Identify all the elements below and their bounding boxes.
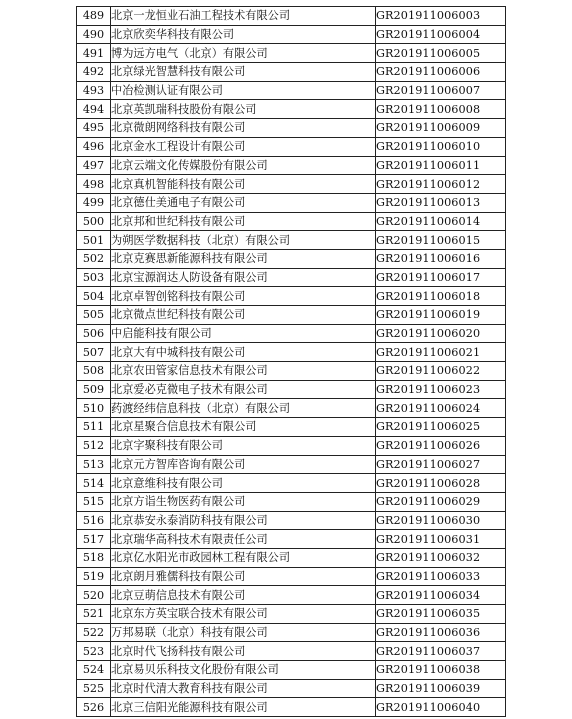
row-number-cell: 516 [77,511,111,530]
row-number-cell: 514 [77,474,111,493]
row-number-cell: 510 [77,399,111,418]
certificate-number-cell: GR201911006003 [376,7,506,26]
certificate-number-cell: GR201911006023 [376,380,506,399]
table-row [77,343,506,362]
company-name-cell: 北京瑞华高科技术有限责任公司 [111,530,376,549]
certificate-number-cell: GR201911006039 [376,679,506,698]
row-number-cell: 504 [77,287,111,306]
company-name-cell: 北京宝源润达人防设备有限公司 [111,268,376,287]
table-row [77,268,506,287]
company-name-cell: 北京德仕美通电子有限公司 [111,193,376,212]
company-name-cell: 北京农田管家信息技术有限公司 [111,362,376,381]
company-name-cell: 北京时代飞扬科技有限公司 [111,642,376,661]
company-name-cell: 北京金水工程设计有限公司 [111,137,376,156]
company-name-cell: 北京亿水阳光市政园林工程有限公司 [111,548,376,567]
row-number-cell: 502 [77,249,111,268]
row-number-cell: 490 [77,25,111,44]
table-row [77,175,506,194]
table-row [77,63,506,82]
row-number-cell: 522 [77,623,111,642]
certificate-number-cell: GR201911006019 [376,306,506,325]
company-name-cell: 北京爱必克微电子技术有限公司 [111,380,376,399]
certificate-number-cell: GR201911006024 [376,399,506,418]
table-row [77,380,506,399]
row-number-cell: 521 [77,605,111,624]
table-row [77,156,506,175]
certificate-number-cell: GR201911006031 [376,530,506,549]
certificate-number-cell: GR201911006006 [376,63,506,82]
certificate-number-cell: GR201911006010 [376,137,506,156]
table-row [77,698,506,717]
table-row [77,306,506,325]
certificate-number-cell: GR201911006036 [376,623,506,642]
company-name-cell: 万邦易联（北京）科技有限公司 [111,623,376,642]
certificate-number-cell: GR201911006007 [376,81,506,100]
row-number-cell: 511 [77,418,111,437]
row-number-cell: 508 [77,362,111,381]
row-number-cell: 513 [77,455,111,474]
company-name-cell: 北京元方智库咨询有限公司 [111,455,376,474]
certificate-number-cell: GR201911006008 [376,100,506,119]
row-number-cell: 505 [77,306,111,325]
company-name-cell: 北京意维科技有限公司 [111,474,376,493]
company-name-cell: 北京邦和世纪科技有限公司 [111,212,376,231]
certificate-number-cell: GR201911006020 [376,324,506,343]
row-number-cell: 506 [77,324,111,343]
table-row [77,436,506,455]
row-number-cell: 497 [77,156,111,175]
company-name-cell: 北京卓智创铭科技有限公司 [111,287,376,306]
certificate-number-cell: GR201911006021 [376,343,506,362]
row-number-cell: 498 [77,175,111,194]
table-row [77,7,506,26]
company-name-cell: 博为远方电气（北京）有限公司 [111,44,376,63]
certificate-number-cell: GR201911006011 [376,156,506,175]
company-name-cell: 北京真机智能科技有限公司 [111,175,376,194]
row-number-cell: 489 [77,7,111,26]
row-number-cell: 491 [77,44,111,63]
company-name-cell: 北京一龙恒业石油工程技术有限公司 [111,7,376,26]
certificate-number-cell: GR201911006028 [376,474,506,493]
table-row [77,25,506,44]
table-row [77,249,506,268]
table-row [77,605,506,624]
company-name-cell: 北京欣奕华科技有限公司 [111,25,376,44]
table-row [77,679,506,698]
row-number-cell: 501 [77,231,111,250]
certificate-number-cell: GR201911006035 [376,605,506,624]
company-name-cell: 北京英凯瑞科技股份有限公司 [111,100,376,119]
company-name-cell: 北京朗月雅儒科技有限公司 [111,567,376,586]
table-row [77,418,506,437]
company-name-cell: 中冶检测认证有限公司 [111,81,376,100]
table-row [77,455,506,474]
row-number-cell: 507 [77,343,111,362]
table-row [77,567,506,586]
row-number-cell: 500 [77,212,111,231]
table-row [77,81,506,100]
company-name-cell: 北京星聚合信息技术有限公司 [111,418,376,437]
table-row [77,137,506,156]
row-number-cell: 526 [77,698,111,717]
table-row [77,530,506,549]
row-number-cell: 494 [77,100,111,119]
company-name-cell: 北京时代清大教育科技有限公司 [111,679,376,698]
table-row [77,474,506,493]
company-name-cell: 北京克赛思新能源科技有限公司 [111,249,376,268]
certificate-number-cell: GR201911006013 [376,193,506,212]
company-name-cell: 药渡经纬信息科技（北京）有限公司 [111,399,376,418]
row-number-cell: 499 [77,193,111,212]
row-number-cell: 495 [77,119,111,138]
table-row [77,586,506,605]
table-row [77,324,506,343]
certificate-number-cell: GR201911006025 [376,418,506,437]
company-name-cell: 北京微朗网络科技有限公司 [111,119,376,138]
company-name-cell: 北京微点世纪科技有限公司 [111,306,376,325]
certificate-number-cell: GR201911006026 [376,436,506,455]
company-name-cell: 为朔医学数据科技（北京）有限公司 [111,231,376,250]
certificate-number-cell: GR201911006005 [376,44,506,63]
certificate-number-cell: GR201911006029 [376,492,506,511]
certificate-number-cell: GR201911006012 [376,175,506,194]
row-number-cell: 493 [77,81,111,100]
row-number-cell: 512 [77,436,111,455]
table-row [77,492,506,511]
certificate-number-cell: GR201911006018 [376,287,506,306]
certificate-number-cell: GR201911006030 [376,511,506,530]
company-name-cell: 北京恭安永泰消防科技有限公司 [111,511,376,530]
certificate-number-cell: GR201911006004 [376,25,506,44]
certificate-number-cell: GR201911006038 [376,661,506,680]
certificate-number-cell: GR201911006016 [376,249,506,268]
company-name-cell: 北京绿光智慧科技有限公司 [111,63,376,82]
certificate-number-cell: GR201911006034 [376,586,506,605]
table-row [77,119,506,138]
table-row [77,362,506,381]
row-number-cell: 496 [77,137,111,156]
company-name-cell: 北京东方英宝联合技术有限公司 [111,605,376,624]
company-name-cell: 北京三信阳光能源科技有限公司 [111,698,376,717]
company-name-cell: 中启能科技有限公司 [111,324,376,343]
table-row [77,623,506,642]
certificate-number-cell: GR201911006032 [376,548,506,567]
table-row [77,231,506,250]
company-name-cell: 北京字聚科技有限公司 [111,436,376,455]
row-number-cell: 520 [77,586,111,605]
row-number-cell: 524 [77,661,111,680]
company-name-cell: 北京方诣生物医药有限公司 [111,492,376,511]
certificate-number-cell: GR201911006027 [376,455,506,474]
company-name-cell: 北京大有中城科技有限公司 [111,343,376,362]
certificate-number-cell: GR201911006014 [376,212,506,231]
table-row [77,287,506,306]
certificate-number-cell: GR201911006009 [376,119,506,138]
company-name-cell: 北京豆萌信息技术有限公司 [111,586,376,605]
row-number-cell: 525 [77,679,111,698]
certificate-number-cell: GR201911006015 [376,231,506,250]
table-row [77,44,506,63]
row-number-cell: 518 [77,548,111,567]
company-name-cell: 北京云端文化传媒股份有限公司 [111,156,376,175]
row-number-cell: 517 [77,530,111,549]
table-row [77,193,506,212]
table-row [77,642,506,661]
certificate-number-cell: GR201911006022 [376,362,506,381]
table-row [77,399,506,418]
table-row [77,212,506,231]
table-row [77,511,506,530]
company-name-cell: 北京易贝乐科技文化股份有限公司 [111,661,376,680]
certificate-number-cell: GR201911006037 [376,642,506,661]
table-row [77,100,506,119]
row-number-cell: 523 [77,642,111,661]
company-certificate-table [76,6,506,717]
table-row [77,548,506,567]
row-number-cell: 492 [77,63,111,82]
certificate-number-cell: GR201911006017 [376,268,506,287]
table-row [77,661,506,680]
row-number-cell: 503 [77,268,111,287]
row-number-cell: 515 [77,492,111,511]
row-number-cell: 519 [77,567,111,586]
table-body [77,7,506,717]
certificate-number-cell: GR201911006033 [376,567,506,586]
row-number-cell: 509 [77,380,111,399]
certificate-number-cell: GR201911006040 [376,698,506,717]
